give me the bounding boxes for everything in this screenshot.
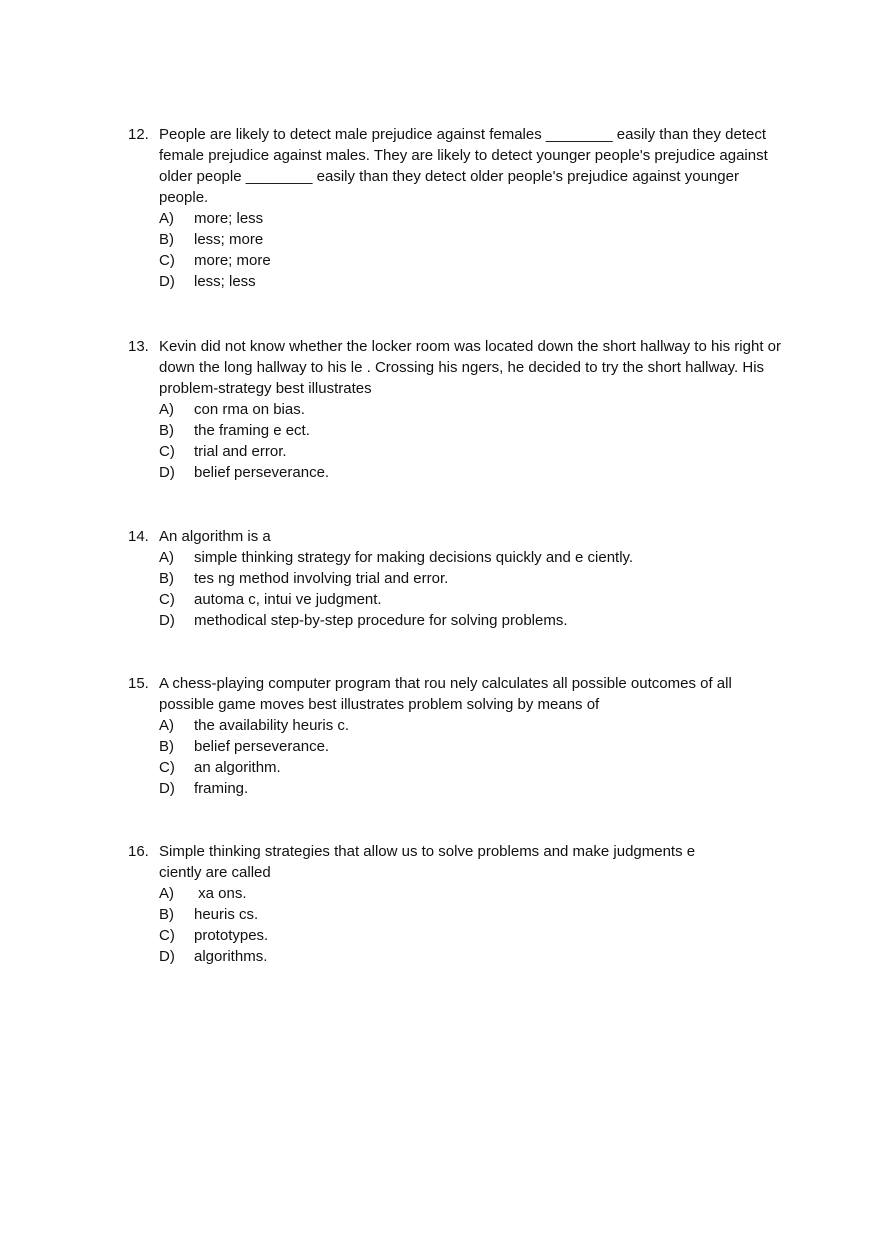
option-text: less; less [194, 273, 256, 290]
option-b [159, 904, 788, 925]
option-letter: D) [159, 948, 175, 965]
answer-options [128, 547, 788, 631]
question-text: An algorithm is a [159, 528, 271, 545]
option-text: automa c, intui ve judgment. [194, 591, 382, 608]
option-a [159, 399, 788, 420]
option-text: belief perseverance. [194, 738, 330, 755]
option-letter: D) [159, 464, 175, 481]
question-15 [128, 673, 788, 799]
option-letter: D) [159, 612, 175, 629]
option-text: the availability heuris c. [194, 717, 350, 734]
option-b [159, 229, 788, 250]
question-number: 16. [128, 843, 149, 860]
option-d [159, 946, 788, 967]
question-number: 13. [128, 338, 149, 355]
option-text: trial and error. [194, 443, 287, 460]
option-letter: A) [159, 210, 174, 227]
option-text: framing. [194, 780, 249, 797]
question-number: 14. [128, 528, 149, 545]
answer-options [128, 715, 788, 799]
option-text: xa ons. [194, 885, 247, 902]
option-letter: C) [159, 591, 175, 608]
option-a [159, 208, 788, 229]
option-letter: B) [159, 738, 174, 755]
option-letter: A) [159, 885, 174, 902]
question-16 [128, 841, 788, 967]
option-letter: B) [159, 422, 174, 439]
option-c [159, 250, 788, 271]
option-text: con rma on bias. [194, 401, 305, 418]
option-text: an algorithm. [194, 759, 281, 776]
option-letter: A) [159, 401, 174, 418]
question-12 [128, 124, 788, 292]
option-text: more; less [194, 210, 264, 227]
question-number: 15. [128, 675, 149, 692]
option-letter: A) [159, 717, 174, 734]
question-stem [128, 336, 788, 399]
question-text: A chess-playing computer program that rou nely calculates all possible outcomes of all possible game moves best illustrates problem solving by means of [159, 675, 732, 713]
option-letter: B) [159, 231, 174, 248]
option-a [159, 883, 788, 904]
option-letter: C) [159, 927, 175, 944]
option-text: tes ng method involving trial and error. [194, 570, 449, 587]
question-stem [128, 526, 788, 547]
option-d [159, 778, 788, 799]
option-text: algorithms. [194, 948, 268, 965]
question-14 [128, 526, 788, 631]
option-c [159, 925, 788, 946]
question-number: 12. [128, 126, 149, 143]
option-letter: D) [159, 780, 175, 797]
option-d [159, 462, 788, 483]
option-letter: B) [159, 906, 174, 923]
option-c [159, 757, 788, 778]
option-c [159, 589, 788, 610]
question-text: Kevin did not know whether the locker room was located down the short hallway to his right or down the long hallway to his le . Crossing his ngers, he decided to try the short hallway. His problem-strategy best illustrates [159, 338, 781, 397]
option-letter: C) [159, 759, 175, 776]
option-b [159, 736, 788, 757]
answer-options [128, 208, 788, 292]
option-text: prototypes. [194, 927, 269, 944]
option-a [159, 715, 788, 736]
option-c [159, 441, 788, 462]
option-b [159, 420, 788, 441]
question-text: Simple thinking strategies that allow us to solve problems and make judgments e ciently are called [159, 843, 696, 881]
option-text: simple thinking strategy for making decisions quickly and e ciently. [194, 549, 634, 566]
option-text: less; more [194, 231, 264, 248]
question-text: People are likely to detect male prejudice against females ________ easily than they detect female prejudice against males. They are likely to detect younger people's prejudice against older people ________ easily than they detect older people's prejudice against younger people. [159, 126, 768, 206]
option-letter: D) [159, 273, 175, 290]
option-letter: C) [159, 252, 175, 269]
option-b [159, 568, 788, 589]
option-text: heuris cs. [194, 906, 259, 923]
option-letter: A) [159, 549, 174, 566]
option-text: the framing e ect. [194, 422, 310, 439]
option-letter: C) [159, 443, 175, 460]
option-text: more; more [194, 252, 271, 269]
answer-options [128, 883, 788, 967]
answer-options [128, 399, 788, 483]
question-stem [128, 673, 788, 715]
option-d [159, 271, 788, 292]
option-text: belief perseverance. [194, 464, 330, 481]
option-a [159, 547, 788, 568]
question-stem [128, 124, 788, 208]
option-text: methodical step-by-step procedure for solving problems. [194, 612, 568, 629]
option-letter: B) [159, 570, 174, 587]
option-d [159, 610, 788, 631]
question-13 [128, 336, 788, 483]
question-stem [128, 841, 788, 883]
